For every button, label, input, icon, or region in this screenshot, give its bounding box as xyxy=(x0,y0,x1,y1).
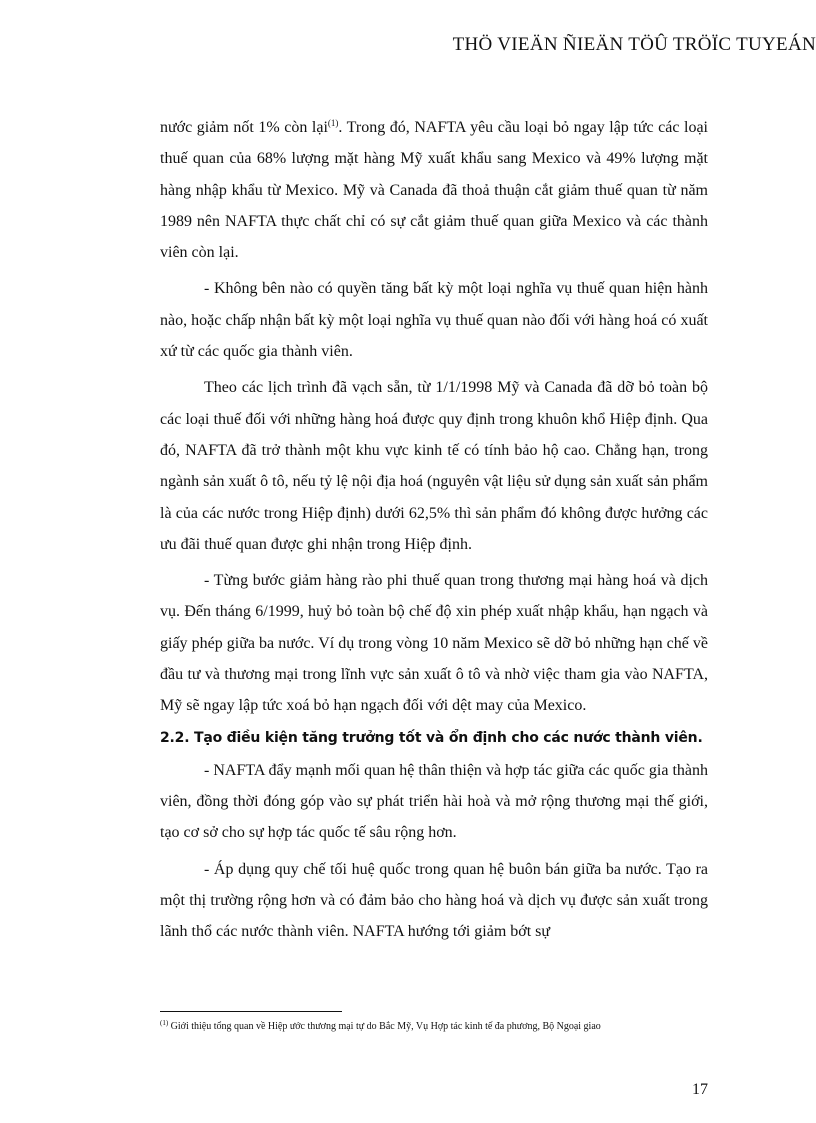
paragraph-6: - Áp dụng quy chế tối huệ quốc trong quan hệ buôn bán giữa ba nước. Tạo ra một thị trường rộng hơn và có đảm bảo cho hàng hoá và dịch vụ được sản xuất trong lãnh thổ các nước thành viên. NAFTA hướng tới giảm bớt sự xyxy=(160,860,708,941)
page-number: 17 xyxy=(692,1081,708,1098)
page-header-title: THÖ VIEÄN ÑIEÄN TÖÛ TRÖÏC TUYEÁN xyxy=(452,34,816,55)
body-text xyxy=(160,112,708,947)
section-heading: 2.2. Tạo điều kiện tăng trưởng tốt và ổn định cho các nước thành viên. xyxy=(160,729,703,746)
paragraph-1 xyxy=(160,112,708,268)
footnote-text: Giới thiệu tổng quan về Hiệp ước thương mại tự do Bắc Mỹ, Vụ Hợp tác kinh tế đa phương, Bộ Ngoại giao xyxy=(168,1021,601,1032)
paragraph-4: - Từng bước giảm hàng rào phi thuế quan trong thương mại hàng hoá và dịch vụ. Đến tháng 6/1999, huỷ bỏ toàn bộ chế độ xin phép xuất nhập khẩu, hạn ngạch và giấy phép giữa ba nước. Ví dụ trong vòng 10 năm Mexico sẽ dỡ bỏ những hạn chế về đầu tư và thương mại trong lĩnh vực sản xuất ô tô và nhờ việc tham gia vào NAFTA, Mỹ sẽ ngay lập tức xoá bỏ hạn ngạch đối với dệt may của Mexico. xyxy=(160,572,708,715)
footnote-reference: (1) xyxy=(327,118,339,128)
footnote-divider xyxy=(160,1011,342,1012)
paragraph-5: - NAFTA đẩy mạnh mối quan hệ thân thiện và hợp tác giữa các quốc gia thành viên, đồng thời đóng góp vào sự phát triển hài hoà và mở rộng thương mại thế giới, tạo cơ sở cho sự hợp tác quốc tế sâu rộng hơn. xyxy=(160,761,708,842)
footnote-marker: (1) xyxy=(160,1019,169,1027)
paragraph-2: - Không bên nào có quyền tăng bất kỳ một loại nghĩa vụ thuế quan hiện hành nào, hoặc chấp nhận bất kỳ một loại nghĩa vụ thuế quan nào đối với hàng hoá có xuất xứ từ các quốc gia thành viên. xyxy=(160,280,708,361)
paragraph-3: Theo các lịch trình đã vạch sẵn, từ 1/1/1998 Mỹ và Canada đã dỡ bỏ toàn bộ các loại thuế đối với những hàng hoá được quy định trong khuôn khổ Hiệp định. Qua đó, NAFTA đã trở thành một khu vực kinh tế có tính bảo hộ cao. Chẳng hạn, trong ngành sản xuất ô tô, nếu tỷ lệ nội địa hoá (nguyên vật liệu sử dụng sản xuất sản phẩm là của các nước trong Hiệp định) dưới 62,5% thì sản phẩm đó không được hưởng các ưu đãi thuế quan được ghi nhận trong Hiệp định. xyxy=(160,379,708,553)
paragraph-1-text: nước giảm nốt 1% còn lại xyxy=(160,119,328,136)
footnote xyxy=(160,1019,720,1032)
paragraph-1-continuation: . Trong đó, NAFTA yêu cầu loại bỏ ngay lập tức các loại thuế quan của 68% lượng mặt hàng Mỹ xuất khẩu sang Mexico và 49% lượng mặt hàng nhập khẩu từ Mexico. Mỹ và Canada đã thoả thuận cắt giảm thuế quan từ năm 1989 nên NAFTA thực chất chỉ có sự cắt giảm thuế quan giữa Mexico và các thành viên còn lại. xyxy=(160,119,709,262)
